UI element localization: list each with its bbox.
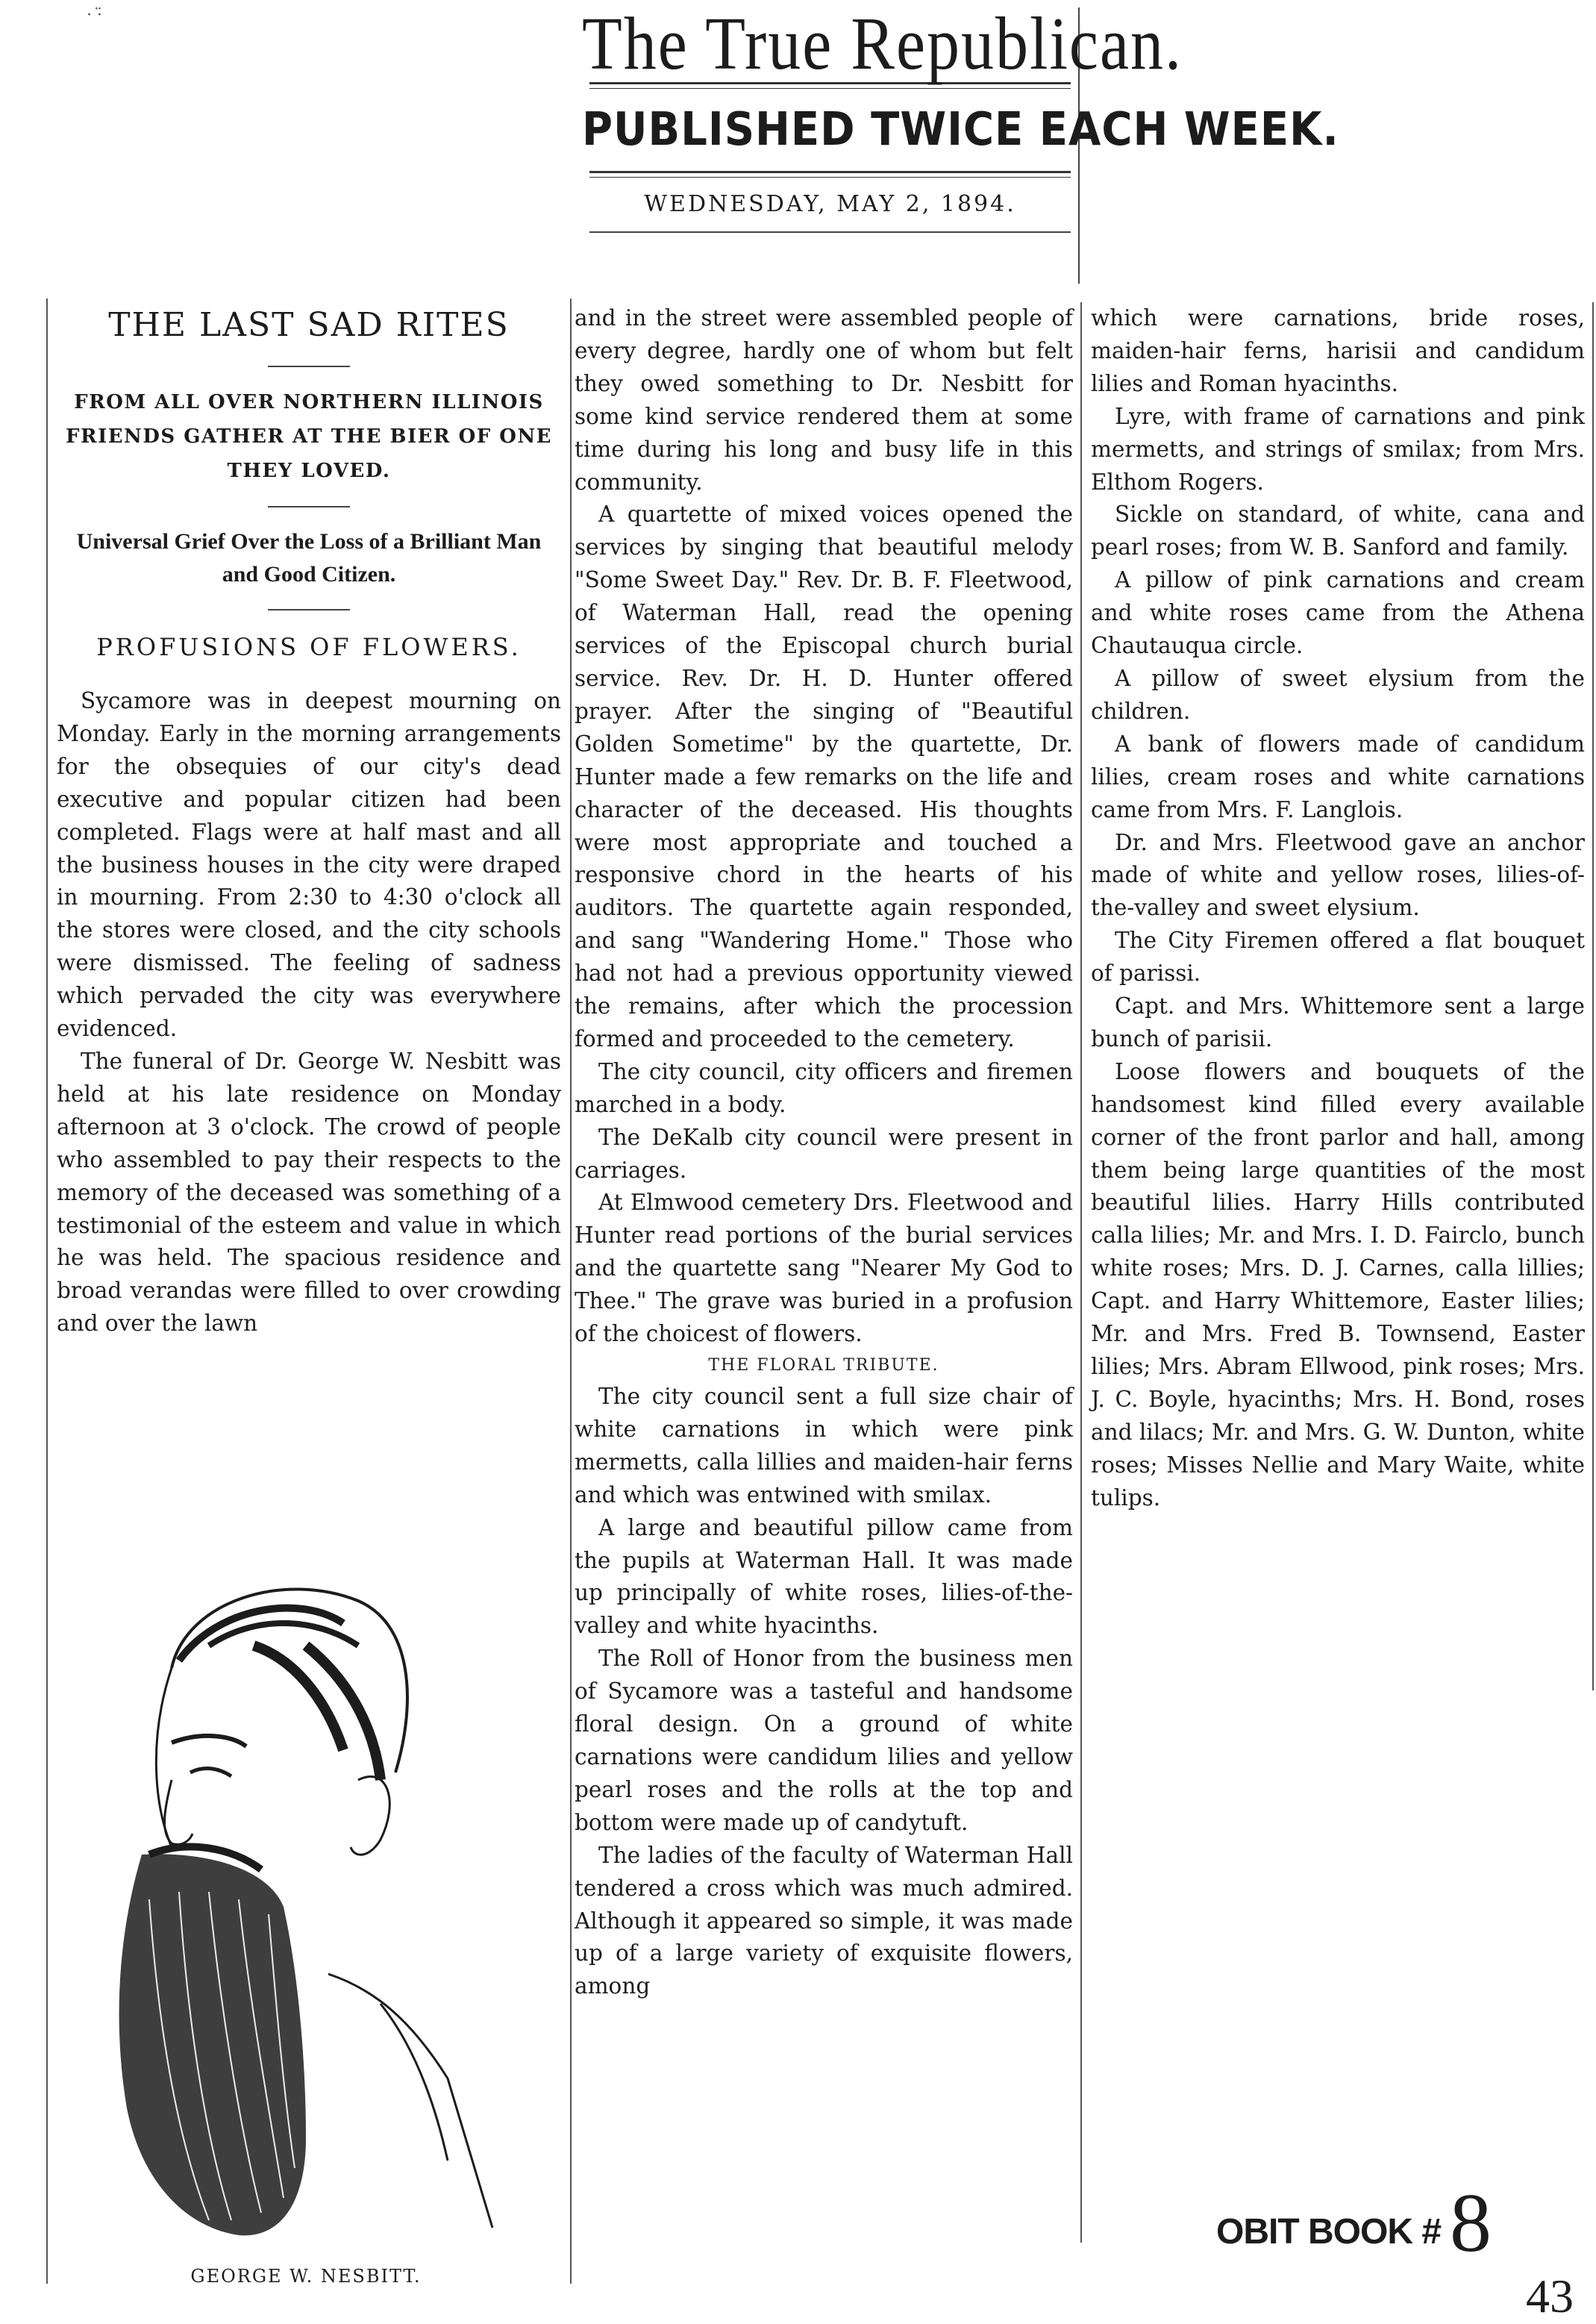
paragraph: At Elmwood cemetery Drs. Fleetwood and Hunter read portions of the burial services and the quartette sang "Nearer My God to Thee." The grave was buried in a profusion of the choicest of flowers. <box>575 1190 1073 1347</box>
masthead-rule <box>589 231 1071 233</box>
paragraph: The Roll of Honor from the business men of Sycamore was a tasteful and handsome floral design. On a ground of white carnations were candidum lilies and yellow pearl roses and the rolls at the top and bottom were made up of candytuft. <box>575 1646 1073 1835</box>
paragraph: A pillow of pink carnations and cream and white roses came from the Athena Chautauqua circle. <box>1091 567 1585 659</box>
paragraph: A quartette of mixed voices opened the services by singing that beautiful melody "Some Sweet Day." Rev. Dr. B. F. Fleetwood, of Waterman Hall, read the opening services of the Episcopal church burial service. Rev. Dr. H. D. Hunter offered prayer. After the singing of "Beautiful Golden Sometime" by the quartette, Dr. Hunter made a few remarks on the life and character of the deceased. His thoughts were most appropriate and touched a responsive chord in the hearts of his auditors. The quartette again responded, and sang "Wandering Home." Those who had not had a previous opportunity viewed the remains, after which the procession formed and proceeded to the cemetery. <box>575 502 1073 1052</box>
paragraph: Sycamore was in deepest mourning on Monday. Early in the morning arrangements for the obsequies of our city's dead executive and popular citizen had been completed. Flags were at half mast and all the business houses in the city were draped in mourning. From 2:30 to 4:30 o'clock all the stores were closed, and the city schools were dismissed. The feeling of sadness which pervaded the city was everywhere evidenced. <box>57 688 561 1042</box>
page-mark: 43 <box>1526 2270 1574 2323</box>
newspaper-title: The True Republican. <box>582 2 1183 87</box>
coat <box>381 2004 448 2161</box>
obit-book-text: OBIT BOOK # <box>1216 2212 1442 2252</box>
paragraph: Sickle on standard, of white, cana and pearl roses; from W. B. Sanford and family. <box>1091 502 1585 560</box>
paragraph: Capt. and Mrs. Whittemore sent a large bunch of parisii. <box>1091 993 1585 1052</box>
paragraph: which were carnations, bride roses, maiden-hair ferns, harisii and candidum lilies and Roman hyacinths. <box>1091 305 1585 396</box>
headline-deck: Universal Grief Over the Loss of a Brilliant Man and Good Citizen. <box>76 529 542 587</box>
paragraph: The DeKalb city council were present in carriages. <box>575 1124 1073 1183</box>
stray-mark: · ·̈ <box>87 6 102 25</box>
masthead <box>582 2 1339 284</box>
paragraph: A pillow of sweet elysium from the children. <box>1091 665 1585 724</box>
newspaper-subtitle: PUBLISHED TWICE EACH WEEK. <box>582 102 1339 157</box>
headline-bank: FROM ALL OVER NORTHERN ILLINOIS FRIENDS GATHER AT THE BIER OF ONE THEY LOVED. <box>66 391 552 482</box>
nose <box>165 1780 193 1844</box>
divider <box>268 609 350 610</box>
divider <box>268 366 350 367</box>
beard <box>119 1854 306 2235</box>
eyebrow <box>172 1736 246 1746</box>
article-column-3 <box>1083 302 1594 1690</box>
floral-tribute-subhead: THE FLORAL TRIBUTE. <box>708 1356 939 1375</box>
issue-date: WEDNESDAY, MAY 2, 1894. <box>644 191 1016 217</box>
obit-book-number: 8 <box>1450 2177 1492 2270</box>
portrait-caption: GEORGE W. NESBITT. <box>190 2266 422 2287</box>
ear <box>351 1776 389 1855</box>
paragraph: The City Firemen offered a flat bouquet of parissi. <box>1091 928 1585 987</box>
paragraph: and in the street were assembled people of every degree, hardly one of whom but felt they owed something to Dr. Nesbitt for some kind service rendered them at some time during his long and busy life in this community. <box>575 305 1073 495</box>
article-headline: THE LAST SAD RITES <box>108 306 510 344</box>
paragraph: Lyre, with frame of carnations and pink mermetts, and strings of smilax; from Mrs. Elthom Rogers. <box>1091 403 1585 495</box>
paragraph: The city council sent a full size chair of white carnations in which were pink mermetts, calla lillies and maiden-hair ferns and which was entwined with smilax. <box>575 1384 1073 1508</box>
article-column-2 <box>567 302 1082 2243</box>
paragraph: The city council, city officers and firemen marched in a body. <box>575 1058 1073 1117</box>
flowers-heading: PROFUSIONS OF FLOWERS. <box>96 633 522 661</box>
paragraph: Loose flowers and bouquets of the handsomest kind filled every available corner of the front parlor and hall, among them being large quantities of the most beautiful lilies. Harry Hills contributed calla lilies; Mr. and Mrs. I. D. Fairclo, bunch white roses; Mrs. D. J. Carnes, calla lillies; Capt. and Harry Whittemore, Easter lilies; Mr. and Mrs. Fred B. Townsend, Easter lilies; Mrs. Abram Ellwood, pink roses; Mrs. J. C. Boyle, hyacinths; Mrs. H. Bond, roses and lilacs; Mr. and Mrs. G. W. Dunton, white roses; Misses Nellie and Mary Waite, white tulips. <box>1091 1058 1585 1511</box>
portrait-engraving <box>60 1556 530 2243</box>
obit-book-label <box>1216 2168 1492 2270</box>
divider <box>268 506 350 507</box>
paragraph: The funeral of Dr. George W. Nesbitt was held at his late residence on Monday afternoon at 3 o'clock. The crowd of people who assembled to pay their respects to the memory of the deceased was something of a testimonial of the esteem and value in which he was held. The spacious residence and broad verandas were filled to over crowding and over the lawn <box>57 1048 561 1337</box>
eye <box>190 1769 231 1776</box>
paragraph: The ladies of the faculty of Waterman Hall tendered a cross which was much admired. Although it appeared so simple, it was made up of a large variety of exquisite flowers, among <box>575 1842 1073 1999</box>
collar <box>328 1974 492 2228</box>
paragraph: Dr. and Mrs. Fleetwood gave an anchor made of white and yellow roses, lilies-of-the-valley and sweet elysium. <box>1091 829 1585 921</box>
paragraph: A bank of flowers made of candidum lilies, cream roses and white carnations came from Mrs. F. Langlois. <box>1091 731 1585 822</box>
paragraph: A large and beautiful pillow came from the pupils at Waterman Hall. It was made up principally of white roses, lilies-of-the-valley and white hyacinths. <box>575 1514 1073 1639</box>
